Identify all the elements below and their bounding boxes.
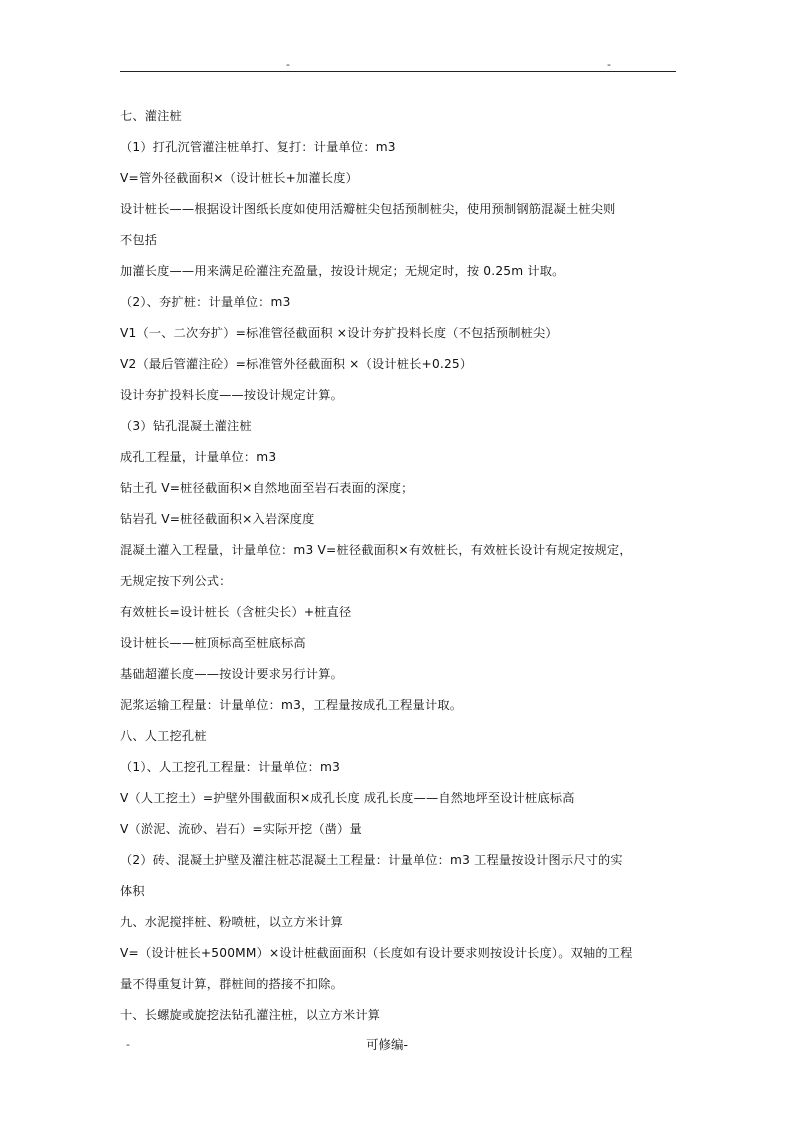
text-line: 基础超灌长度——按设计要求另行计算。 — [120, 667, 343, 681]
header-mark-left: - — [286, 58, 290, 71]
text-line: 七、灌注桩 — [120, 109, 182, 123]
text-line: V（人工挖土）=护壁外围截面积×成孔长度 成孔长度——自然地坪至设计桩底标高 — [120, 791, 575, 805]
footer-dash: - — [126, 1038, 130, 1051]
text-line: V=管外径截面积×（设计桩长+加灌长度） — [120, 171, 358, 185]
text-line: （2）砖、混凝土护壁及灌注桩芯混凝土工程量：计量单位：m3 工程量按设计图示尺寸的实 — [120, 853, 623, 867]
text-line: （2）、夯扩桩：计量单位：m3 — [120, 295, 291, 309]
text-line: 加灌长度——用来满足砼灌注充盈量，按设计规定；无规定时，按 0.25m 计取。 — [120, 264, 565, 278]
text-line: 成孔工程量，计量单位：m3 — [120, 450, 277, 464]
text-line: 九、水泥搅拌桩、粉喷桩，以立方米计算 — [120, 915, 343, 929]
text-line: V（淤泥、流砂、岩石）=实际开挖（凿）量 — [120, 822, 362, 836]
text-line: 无规定按下列公式： — [120, 574, 232, 588]
text-line: 不包括 — [120, 233, 158, 247]
header-mark-right: - — [607, 58, 611, 71]
text-line: V2（最后管灌注砼）=标准管外径截面积 ×（设计桩长+0.25） — [120, 357, 473, 371]
text-line: 泥浆运输工程量：计量单位：m3，工程量按成孔工程量计取。 — [120, 698, 463, 712]
text-line: 钻土孔 V=桩径截面积×自然地面至岩石表面的深度； — [120, 481, 414, 495]
text-line: （1）打孔沉管灌注桩单打、复打：计量单位：m3 — [120, 140, 396, 154]
text-line: 混凝土灌入工程量，计量单位：m3 V=桩径截面积×有效桩长，有效桩长设计有规定按规定， — [120, 543, 632, 557]
text-line: 十、长螺旋或旋挖法钻孔灌注桩，以立方米计算 — [120, 1008, 381, 1022]
footer-text: 可修编- — [366, 1037, 409, 1052]
document-body — [120, 101, 680, 1031]
text-line: 有效桩长=设计桩长（含桩尖长）+桩直径 — [120, 605, 352, 619]
text-line: （1）、人工挖孔工程量：计量单位：m3 — [120, 760, 341, 774]
text-line: （3）钻孔混凝土灌注桩 — [120, 419, 252, 433]
text-line: V=（设计桩长+500MM）×设计桩截面面积（长度如有设计要求则按设计长度）。双轴的工程 — [120, 946, 633, 960]
text-line: 体积 — [120, 884, 145, 898]
text-line: 设计桩长——根据设计图纸长度如使用活瓣桩尖包括预制桩尖，使用预制钢筋混凝土桩尖则 — [120, 202, 616, 216]
text-line: 设计桩长——桩顶标高至桩底标高 — [120, 636, 306, 650]
text-line: V1（一、二次夯扩）=标准管径截面积 ×设计夯扩投料长度（不包括预制桩尖） — [120, 326, 558, 340]
header-rule — [120, 71, 676, 72]
text-line: 钻岩孔 V=桩径截面积×入岩深度度 — [120, 512, 315, 526]
text-line: 设计夯扩投料长度——按设计规定计算。 — [120, 388, 343, 402]
text-line: 量不得重复计算，群桩间的搭接不扣除。 — [120, 977, 343, 991]
text-line: 八、人工挖孔桩 — [120, 729, 207, 743]
